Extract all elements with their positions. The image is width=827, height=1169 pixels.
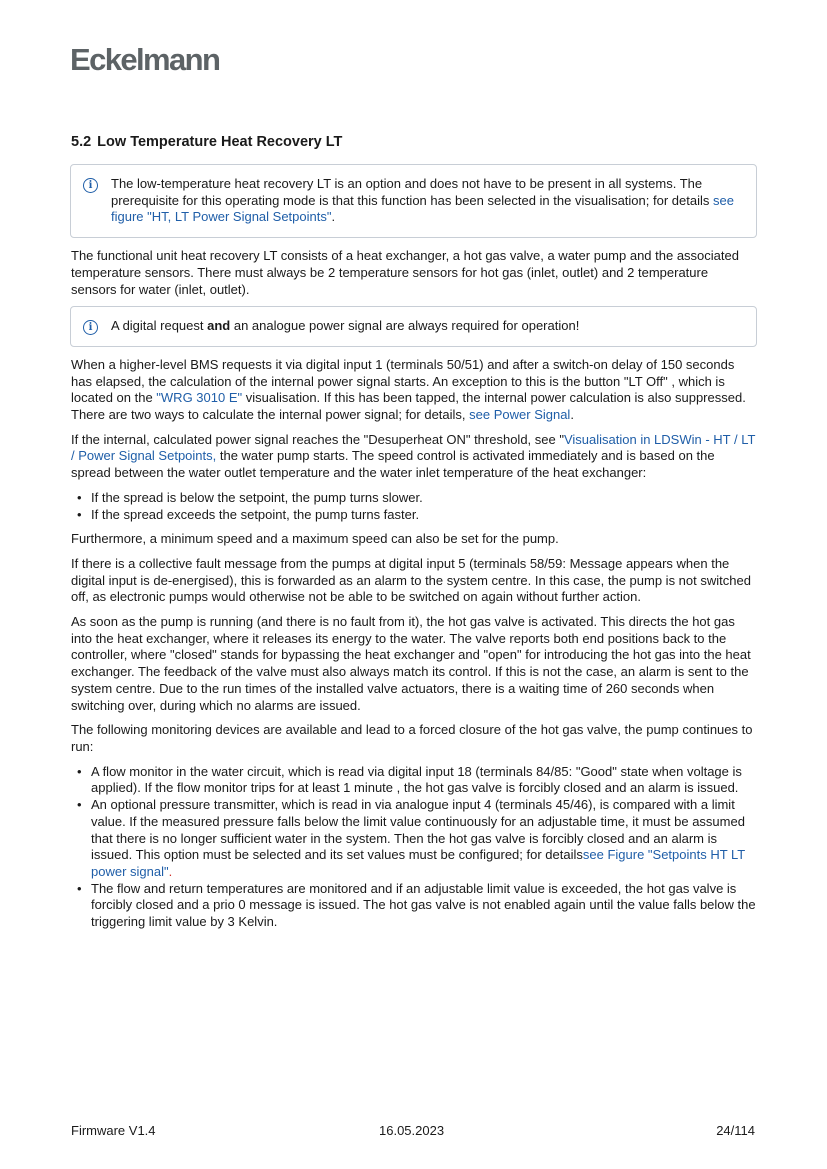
paragraph xyxy=(71,614,757,714)
bullet-list xyxy=(71,764,757,931)
text-run: If the spread is below the setpoint, the pump turns slower. xyxy=(91,489,423,505)
footer-date: 16.05.2023 xyxy=(379,1123,445,1138)
section-heading xyxy=(71,133,757,151)
text-run: . xyxy=(168,863,173,879)
paragraph xyxy=(71,432,757,482)
text-run: . xyxy=(570,407,574,423)
text-run: an analogue power signal are always required for operation! xyxy=(230,318,580,334)
document-body xyxy=(71,133,757,939)
cross-reference-link[interactable]: see Figure "Setpoints HT LT power signal" xyxy=(91,847,746,879)
list-item xyxy=(91,764,757,797)
text-run: . xyxy=(331,209,336,225)
text-run: If the spread exceeds the setpoint, the pump turns faster. xyxy=(91,506,420,522)
text-run: If there is a collective fault message from the pumps at digital input 5 (terminals 58/59: Message appears when the digital input is de-energised), this is forwarded as an alarm to the system centre. In this case, the pump is not switched off, as electronic pumps would otherwise not be able to be switched on again without further action. xyxy=(71,555,751,605)
info-note-box xyxy=(70,164,757,238)
paragraph xyxy=(71,722,757,755)
eckelmann-logo: Eckelmann xyxy=(70,42,220,77)
list-item xyxy=(91,507,757,524)
text-run: The low-temperature heat recovery LT is an option and does not have to be present in all systems. The prerequisite for this operating mode is that this function has been selected in the visualisation; for details xyxy=(111,176,713,208)
text-run: As soon as the pump is running (and there is no fault from it), the hot gas valve is activated. This directs the hot gas into the heat exchanger, where it releases its energy to the water. The valve reports both end positions back to the controller, where "closed" stands for bypassing the heat exchanger and "open" for introducing the hot gas into the heat exchanger. The feedback of the valve must also always match its control. If this is not the case, an alarm is sent to the system centre. Due to the run times of the installed valve actuators, there is a waiting time of 260 seconds when switching over, during which no alarms are issued. xyxy=(71,614,751,713)
info-icon: i xyxy=(83,320,98,335)
text-run: Furthermore, a minimum speed and a maximum speed can also be set for the pump. xyxy=(71,531,559,547)
text-run: When a higher-level BMS requests it via digital input 1 (terminals 50/51) and after a switch-on delay of 150 seconds has elapsed, the calculation of the internal power signal starts. An exception to this is the button "LT Off" , which is located on the xyxy=(71,356,735,406)
list-item xyxy=(91,881,757,931)
text-run: the water pump starts. The speed control is activated immediately and is based on the spread between the water outlet temperature and the water inlet temperature of the heat exchanger: xyxy=(71,448,715,481)
footer-firmware: Firmware V1.4 xyxy=(71,1123,156,1138)
list-item xyxy=(91,797,757,881)
paragraph xyxy=(71,531,757,548)
text-run: A digital request xyxy=(111,318,208,334)
text-run: If the internal, calculated power signal reaches the "Desuperheat ON" threshold, see " xyxy=(71,431,564,447)
text-run: The flow and return temperatures are monitored and if an adjustable limit value is exceeded, the hot gas valve is forcibly closed and a prio 0 message is issued. The hot gas valve is not enabled again until the value falls below the triggering limit value by 3 Kelvin. xyxy=(91,880,756,930)
list-item xyxy=(91,490,757,507)
section-title: Low Temperature Heat Recovery LT xyxy=(97,134,343,150)
text-run: visualisation. If this has been tapped, the internal power calculation is also suppressed. There are two ways to calculate the internal power signal; for details, xyxy=(71,390,746,423)
text-run: An optional pressure transmitter, which is read in via analogue input 4 (terminals 45/46), is compared with a limit value. If the measured pressure falls below the limit value continuously for an adjustable time, it must be assumed that there is no longer sufficient water in the system. Then the hot gas valve is forcibly closed and an alarm is issued. This option must be selected and its set values must be configured; for details xyxy=(91,797,745,863)
footer-page-number: 24/114 xyxy=(716,1123,755,1138)
section-number: 5.2 xyxy=(71,134,92,150)
info-note-box xyxy=(70,306,757,347)
text-run: The following monitoring devices are available and lead to a forced closure of the hot gas valve, the pump continues to run: xyxy=(71,722,753,754)
paragraph xyxy=(71,357,757,424)
paragraph xyxy=(71,248,757,298)
cross-reference-link[interactable]: see Power Signal xyxy=(469,407,571,423)
cross-reference-link[interactable]: Visualisation in LDSWin - HT / LT / Power Signal Setpoints, xyxy=(71,431,756,464)
text-run: A flow monitor in the water circuit, which is read via digital input 18 (terminals 84/85: "Good" state when voltage is applied). If the flow monitor trips for at least 1 minute , the hot gas valve is forcibly closed and an alarm is issued. xyxy=(91,763,742,796)
info-icon: i xyxy=(83,178,98,193)
bold-text: and xyxy=(207,318,231,334)
bullet-list xyxy=(71,490,757,523)
paragraph xyxy=(71,556,757,606)
cross-reference-link[interactable]: "WRG 3010 E" xyxy=(156,390,243,406)
text-run: The functional unit heat recovery LT consists of a heat exchanger, a hot gas valve, a water pump and the associated temperature sensors. There must always be 2 temperature sensors for hot gas (inlet, outlet) and 2 temperature sensors for water (inlet, outlet). xyxy=(71,248,739,297)
section-content xyxy=(71,164,757,931)
cross-reference-link[interactable]: see figure "HT, LT Power Signal Setpoints" xyxy=(111,192,734,225)
